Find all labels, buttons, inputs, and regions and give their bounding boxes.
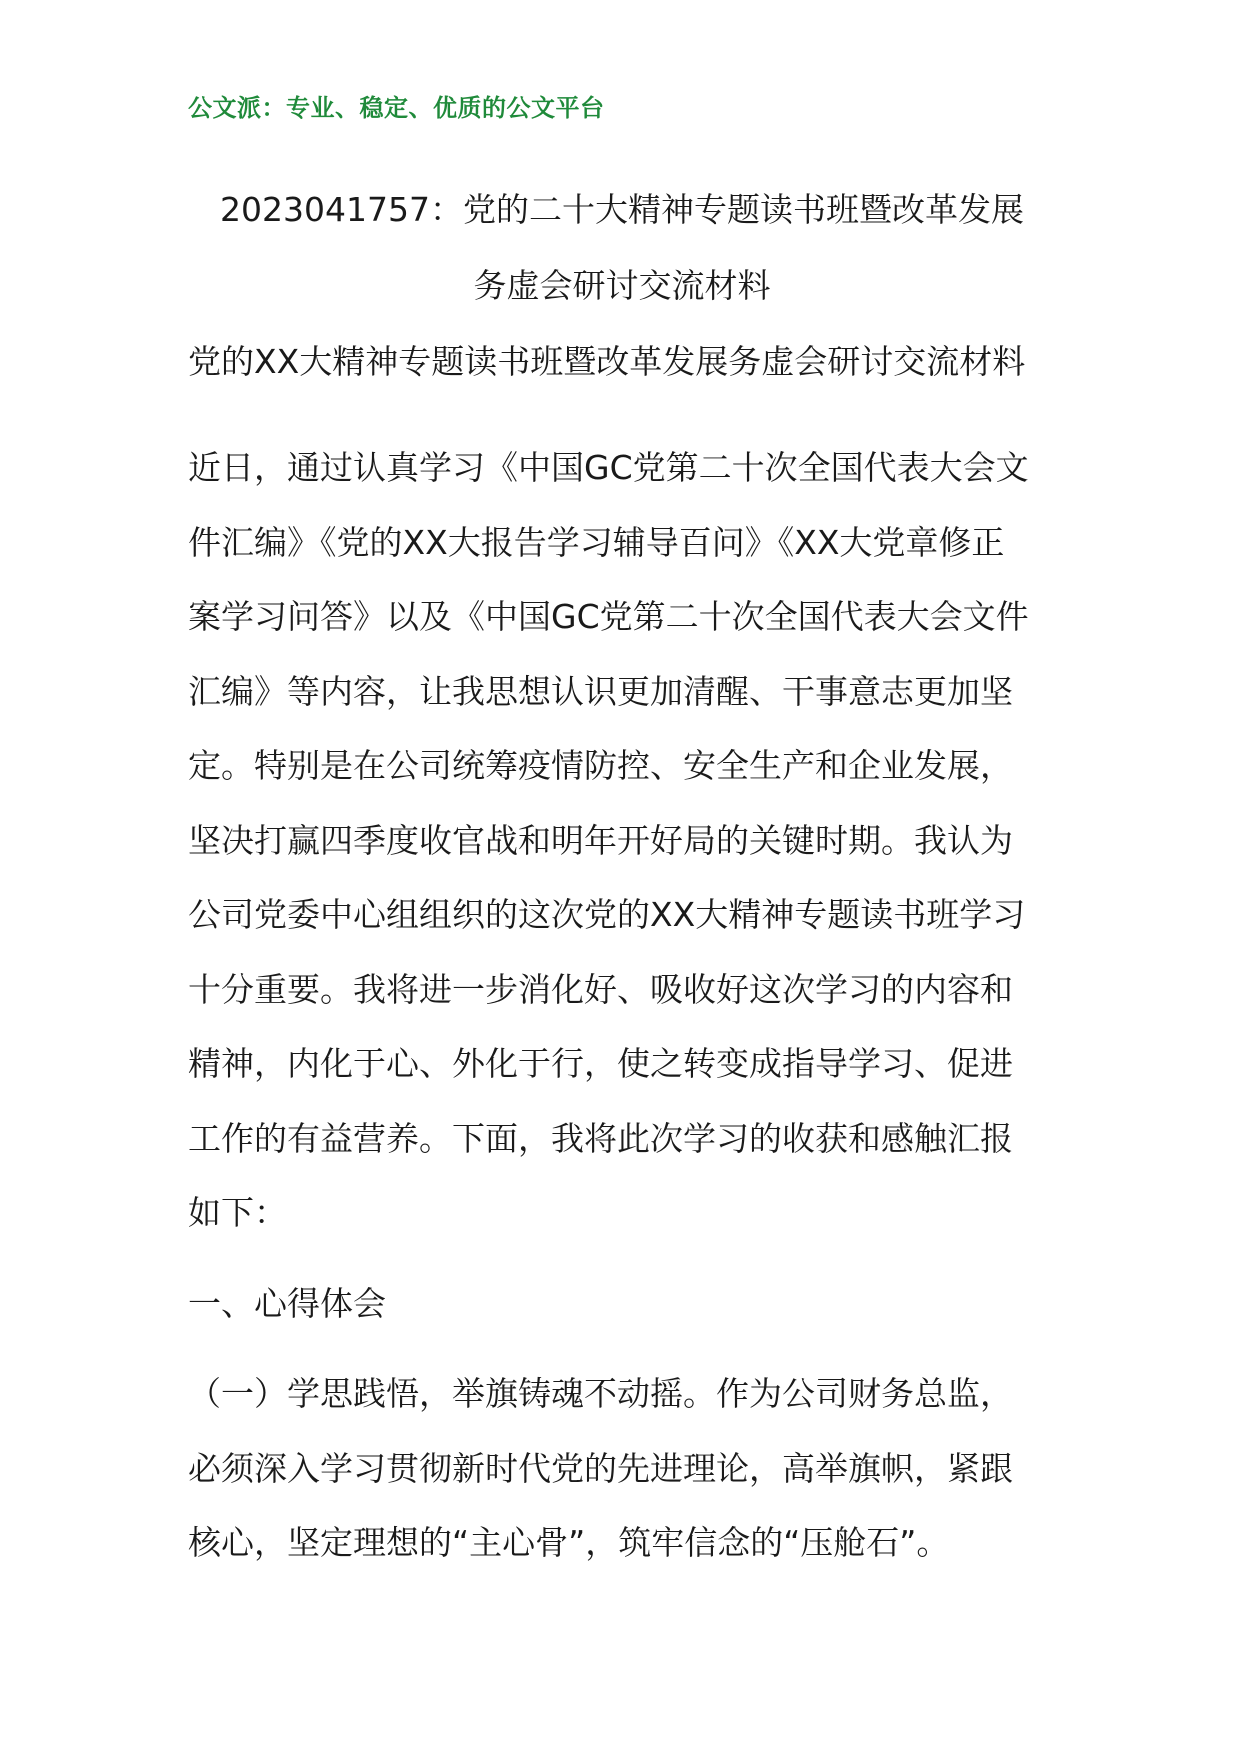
paragraph-line: 件汇编》《党的XX大报告学习辅导百问》《XX大党章修正 <box>188 522 1005 562</box>
paragraph-line: 近日，通过认真学习《中国GC党第二十次全国代表大会文 <box>188 448 1029 487</box>
paragraph-spacer <box>188 1341 1056 1357</box>
paragraph-line: 定。特别是在公司统筹疫情防控、安全生产和企业发展， <box>188 746 1013 785</box>
title-line: 2023041757：党的二十大精神专题读书班暨改革发展 <box>220 190 1024 229</box>
paragraph-line: 如下： <box>188 1193 287 1232</box>
paragraph-line: 坚决打赢四季度收官战和明年开好局的关键时期。我认为 <box>188 820 1013 860</box>
document-title <box>188 172 1056 324</box>
paragraph-line: 案学习问答》以及《中国GC党第二十次全国代表大会文件 <box>188 597 1029 636</box>
paragraph-line: （一）学思践悟，举旗铸魂不动摇。作为公司财务总监， <box>188 1374 1013 1413</box>
paragraph-line: 十分重要。我将进一步消化好、吸收好这次学习的内容和 <box>188 969 1013 1009</box>
site-tagline: 公文派：专业、稳定、优质的公文平台 <box>188 94 605 122</box>
section-paragraph <box>188 1357 1056 1581</box>
paragraph-spacer <box>188 1251 1056 1267</box>
paragraph-line: 必须深入学习贯彻新时代党的先进理论，高举旗帜，紧跟 <box>188 1448 1013 1488</box>
document-subtitle: 党的XX大精神专题读书班暨改革发展务虚会研讨交流材料 <box>188 342 1026 381</box>
paragraph-line: 核心，坚定理想的“主心骨”，筑牢信念的“压舱石”。 <box>188 1523 950 1562</box>
paragraph-line: 公司党委中心组组织的这次党的XX大精神专题读书班学习 <box>188 895 1026 934</box>
intro-paragraph <box>188 431 1056 1251</box>
section-heading: 一、心得体会 <box>188 1283 386 1323</box>
document-body <box>188 337 1056 1581</box>
title-line: 务虚会研讨交流材料 <box>473 266 771 305</box>
paragraph-line: 工作的有益营养。下面，我将此次学习的收获和感触汇报 <box>188 1118 1013 1158</box>
paragraph-line: 汇编》等内容，让我思想认识更加清醒、干事意志更加坚 <box>188 671 1013 711</box>
paragraph-line: 精神，内化于心、外化于行，使之转变成指导学习、促进 <box>188 1044 1013 1083</box>
